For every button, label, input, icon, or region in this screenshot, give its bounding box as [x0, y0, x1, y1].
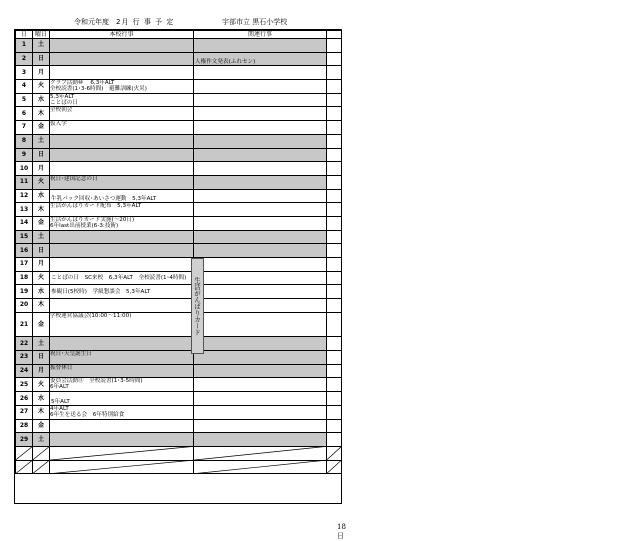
empty-cell — [327, 460, 342, 474]
school-event-text: 振替休日 — [50, 364, 73, 371]
school-event-text: クラブ活動⑩ 6,3年ALT — [50, 80, 115, 87]
empty-cell — [33, 460, 50, 474]
table-row — [16, 203, 342, 217]
weekday: 火 — [33, 271, 50, 285]
related-event-cell — [194, 148, 327, 162]
table-row — [16, 258, 342, 272]
weekday: 日 — [33, 148, 50, 162]
day-number: 21 — [16, 312, 33, 337]
table-row — [16, 419, 342, 433]
school-event-cell — [50, 175, 194, 189]
table-row — [16, 351, 342, 365]
weekday: 木 — [33, 299, 50, 313]
day-number: 29 — [16, 433, 33, 447]
day-number: 8 — [16, 134, 33, 148]
blank-cell — [327, 203, 342, 217]
blank-cell — [327, 271, 342, 285]
empty-cell — [327, 446, 342, 460]
related-event-cell — [194, 364, 327, 378]
day-number: 22 — [16, 337, 33, 351]
school-event-cell — [50, 134, 194, 148]
blank-cell — [327, 244, 342, 258]
blank-cell — [327, 66, 342, 80]
empty-cell — [16, 446, 33, 460]
table-row — [16, 121, 342, 135]
day-number: 14 — [16, 216, 33, 230]
weekday: 木 — [33, 107, 50, 121]
day-number: 10 — [16, 162, 33, 176]
day-number: 17 — [16, 258, 33, 272]
school-event-cell — [50, 162, 194, 176]
weekday: 金 — [33, 121, 50, 135]
blank-cell — [327, 39, 342, 53]
empty-cell — [50, 460, 194, 474]
header-weekday: 曜日 — [33, 31, 50, 39]
school-event-cell — [50, 148, 194, 162]
table-row — [16, 107, 342, 121]
blank-cell — [327, 80, 342, 94]
table-row — [16, 66, 342, 80]
blank-cell — [327, 93, 342, 107]
related-event-cell — [194, 405, 327, 419]
day-number: 18 — [16, 271, 33, 285]
table-row — [16, 39, 342, 53]
related-event-cell — [194, 351, 327, 365]
related-event-cell — [194, 392, 327, 406]
day-number: 13 — [16, 203, 33, 217]
weekday: 土 — [33, 230, 50, 244]
weekday: 火 — [33, 378, 50, 392]
weekday: 日 — [33, 52, 50, 66]
school-event-text: 祝日･建国記念の日 — [50, 175, 98, 182]
related-event-text: 人権作文発表(ふれセン) — [195, 59, 256, 66]
related-event-cell — [194, 66, 327, 80]
blank-cell — [327, 299, 342, 313]
table-row — [16, 378, 342, 392]
day-number: 7 — [16, 121, 33, 135]
weekday: 月 — [33, 258, 50, 272]
school-event-cell — [50, 258, 194, 272]
school-event-cell — [50, 107, 194, 121]
blank-cell — [327, 378, 342, 392]
page-number: 18日 — [337, 523, 346, 540]
weekday: 木 — [33, 203, 50, 217]
related-event-cell — [194, 244, 327, 258]
table-row — [16, 216, 342, 230]
school-event-cell — [50, 433, 194, 447]
school-event-cell — [50, 216, 194, 230]
weekday: 日 — [33, 351, 50, 365]
table-row — [16, 93, 342, 107]
table-row — [16, 175, 342, 189]
day-number: 5 — [16, 93, 33, 107]
weekday: 水 — [33, 189, 50, 203]
side-tab-label: 生活がんばりカード — [191, 258, 204, 354]
related-event-cell — [194, 93, 327, 107]
blank-cell — [327, 189, 342, 203]
weekday: 日 — [33, 244, 50, 258]
related-event-cell — [194, 337, 327, 351]
fiscal-year: 令和元年度 — [74, 18, 109, 26]
weekday: 月 — [33, 364, 50, 378]
weekday: 水 — [33, 392, 50, 406]
related-event-cell — [194, 230, 327, 244]
school-event-text: 牛乳パック回収･あいさつ運動 5,3年ALT — [51, 196, 157, 203]
blank-cell — [327, 419, 342, 433]
school-event-text: ことばの日 SC来校 6,3年ALT 全校読書(1･4時間) — [51, 275, 187, 282]
table-row — [16, 162, 342, 176]
day-number: 25 — [16, 378, 33, 392]
school-event-cell — [50, 66, 194, 80]
school-event-cell — [50, 203, 194, 217]
blank-cell — [327, 230, 342, 244]
school-event-text: 6年last出前授業(6-3:技術) — [50, 222, 119, 229]
school-event-cell — [50, 378, 194, 392]
school-event-text: 生活がんばりカード実施(～20日) — [50, 216, 135, 223]
school-event-cell — [50, 312, 194, 337]
table-row — [16, 299, 342, 313]
header-blank — [327, 31, 342, 39]
day-number: 12 — [16, 189, 33, 203]
table-row — [16, 312, 342, 337]
empty-cell — [50, 446, 194, 460]
day-number: 27 — [16, 405, 33, 419]
table-row — [16, 52, 342, 66]
weekday: 土 — [33, 337, 50, 351]
school-event-cell — [50, 351, 194, 365]
blank-cell — [327, 258, 342, 272]
related-event-cell — [194, 312, 327, 337]
blank-cell — [327, 216, 342, 230]
school-event-text: 4年ALT — [50, 405, 69, 412]
blank-cell — [327, 52, 342, 66]
day-number: 24 — [16, 364, 33, 378]
table-row — [16, 405, 342, 419]
day-number: 19 — [16, 285, 33, 299]
blank-cell — [327, 148, 342, 162]
school-event-text: 学校運営協議会(10:00～11:00) — [50, 312, 132, 319]
school-event-cell — [50, 52, 194, 66]
weekday: 火 — [33, 80, 50, 94]
blank-cell — [327, 337, 342, 351]
table-row — [16, 148, 342, 162]
day-number: 9 — [16, 148, 33, 162]
school-event-text: 5,3年ALT — [50, 93, 75, 100]
school-event-cell — [50, 419, 194, 433]
related-event-cell — [194, 80, 327, 94]
weekday: 水 — [33, 93, 50, 107]
day-number: 1 — [16, 39, 33, 53]
weekday: 火 — [33, 175, 50, 189]
school-event-cell — [50, 121, 194, 135]
school-event-cell — [50, 230, 194, 244]
related-event-cell — [194, 216, 327, 230]
blank-cell — [327, 351, 342, 365]
page-header — [14, 17, 342, 29]
weekday: 金 — [33, 312, 50, 337]
related-event-cell — [194, 203, 327, 217]
blank-cell — [327, 285, 342, 299]
school-event-cell — [50, 364, 194, 378]
day-number: 11 — [16, 175, 33, 189]
school-event-text: 参観日(5校時) 学級懇談会 5,3年ALT — [51, 288, 151, 295]
table-row — [16, 230, 342, 244]
school-event-cell — [50, 337, 194, 351]
blank-cell — [327, 433, 342, 447]
empty-cell — [16, 460, 33, 474]
header-school-events: 本校行事 — [50, 31, 194, 39]
table-row — [16, 244, 342, 258]
related-event-cell — [194, 121, 327, 135]
weekday: 月 — [33, 66, 50, 80]
blank-cell — [327, 405, 342, 419]
school-event-text: 6年ALT — [50, 384, 69, 391]
school-event-cell — [50, 39, 194, 53]
header-related-events: 関連行事 — [194, 31, 327, 39]
table-row — [16, 392, 342, 406]
day-number: 26 — [16, 392, 33, 406]
related-event-cell — [194, 419, 327, 433]
school-name: 宇部市立 黒石小学校 — [222, 18, 288, 26]
empty-cell — [194, 460, 327, 474]
empty-row — [16, 460, 342, 474]
related-event-cell — [194, 134, 327, 148]
related-event-cell — [194, 162, 327, 176]
table-row — [16, 433, 342, 447]
empty-cell — [33, 446, 50, 460]
related-event-cell — [194, 107, 327, 121]
school-event-cell — [50, 392, 194, 406]
day-number: 15 — [16, 230, 33, 244]
schedule-sheet — [14, 29, 346, 540]
related-event-cell — [194, 175, 327, 189]
weekday: 水 — [33, 285, 50, 299]
blank-cell — [327, 134, 342, 148]
related-event-cell — [194, 285, 327, 299]
school-event-cell — [50, 299, 194, 313]
related-event-cell — [194, 378, 327, 392]
blank-cell — [327, 312, 342, 337]
day-number: 4 — [16, 80, 33, 94]
school-event-text: 生活がんばりカード配布 5,3年ALT — [50, 203, 142, 210]
schedule-title: 2月 行 事 予 定 — [116, 18, 175, 26]
day-number: 2 — [16, 52, 33, 66]
weekday: 土 — [33, 433, 50, 447]
related-event-cell — [194, 189, 327, 203]
table-row — [16, 285, 342, 299]
weekday: 金 — [33, 419, 50, 433]
day-number: 3 — [16, 66, 33, 80]
blank-cell — [327, 392, 342, 406]
blank-cell — [327, 107, 342, 121]
school-event-cell — [50, 80, 194, 94]
school-event-cell — [50, 189, 194, 203]
table-row — [16, 80, 342, 94]
empty-cell — [194, 446, 327, 460]
school-event-text: ことばの日 — [50, 99, 78, 106]
related-event-cell — [194, 258, 327, 272]
blank-cell — [327, 364, 342, 378]
day-number: 6 — [16, 107, 33, 121]
school-event-cell — [50, 285, 194, 299]
table-row — [16, 134, 342, 148]
school-event-text: 祝日･天皇誕生日 — [50, 351, 92, 358]
related-event-cell — [194, 39, 327, 53]
related-event-cell — [194, 271, 327, 285]
header-day: 日 — [16, 31, 33, 39]
weekday: 金 — [33, 216, 50, 230]
related-event-cell — [194, 433, 327, 447]
day-number: 20 — [16, 299, 33, 313]
schedule-table — [15, 30, 342, 474]
school-event-text: 全校朝会 — [50, 107, 73, 114]
table-header-row — [16, 31, 342, 39]
weekday: 木 — [33, 405, 50, 419]
related-event-cell — [194, 299, 327, 313]
weekday: 土 — [33, 134, 50, 148]
school-event-cell — [50, 93, 194, 107]
table-row — [16, 189, 342, 203]
weekday: 月 — [33, 162, 50, 176]
school-event-text: 6年生を送る会 6年特別給食 — [50, 411, 125, 418]
school-event-cell — [50, 244, 194, 258]
blank-cell — [327, 121, 342, 135]
weekday: 土 — [33, 39, 50, 53]
table-row — [16, 271, 342, 285]
empty-row — [16, 446, 342, 460]
school-event-cell — [50, 271, 194, 285]
school-event-text: 5年ALT — [51, 398, 70, 405]
school-event-text: 委員会活動⑪ 全校読書(1･3-5時間) — [50, 378, 143, 385]
school-event-text: 全校読書(1･3-6時間) 避難訓練(火災) — [50, 86, 147, 93]
related-event-cell — [194, 52, 327, 66]
day-number: 16 — [16, 244, 33, 258]
school-event-cell — [50, 405, 194, 419]
day-number: 23 — [16, 351, 33, 365]
day-number: 28 — [16, 419, 33, 433]
table-row — [16, 364, 342, 378]
blank-cell — [327, 175, 342, 189]
school-event-text: 仮入学 — [50, 121, 67, 128]
table-row — [16, 337, 342, 351]
blank-cell — [327, 162, 342, 176]
